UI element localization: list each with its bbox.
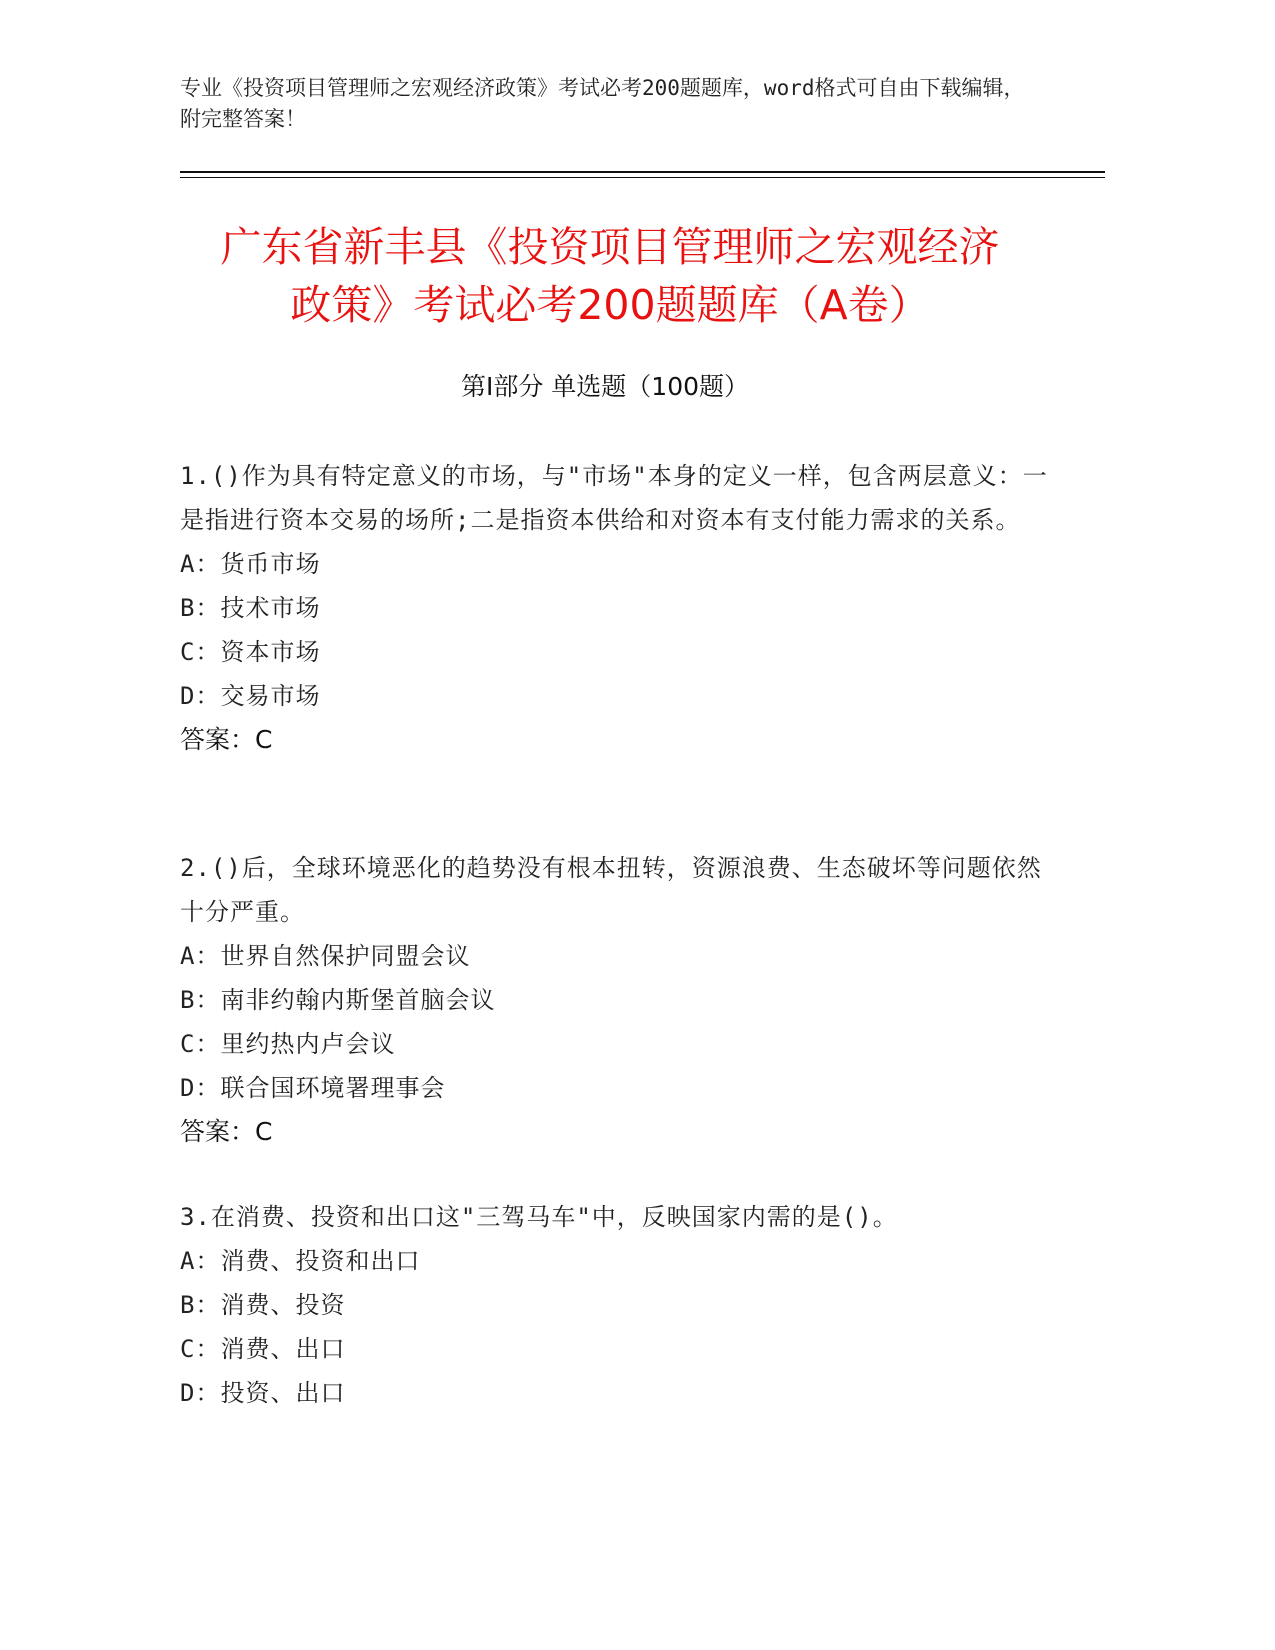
option-b: B：技术市场 [180,594,321,622]
header-divider-thin [180,177,1105,178]
option-a: A：货币市场 [180,550,321,578]
question-1 [180,454,1060,762]
option-c: C：资本市场 [180,638,321,666]
question-3 [180,1195,1060,1415]
option-d: D：联合国环境署理事会 [180,1074,446,1102]
question-stem: 3.在消费、投资和出口这"三驾马车"中，反映国家内需的是()。 [180,1203,898,1231]
option-a: A：世界自然保护同盟会议 [180,942,471,970]
option-d: D：投资、出口 [180,1379,346,1407]
answer-line: 答案：C [180,1117,273,1146]
option-c: C：消费、出口 [180,1335,346,1363]
question-stem: 1.()作为具有特定意义的市场，与"市场"本身的定义一样，包含两层意义：一是指进行资本交易的场所;二是指资本供给和对资本有支付能力需求的关系。 [180,462,1048,534]
option-b: B：消费、投资 [180,1291,346,1319]
option-c: C：里约热内卢会议 [180,1030,396,1058]
question-2 [180,846,1060,1154]
question-stem: 2.()后，全球环境恶化的趋势没有根本扭转，资源浪费、生态破坏等问题依然十分严重。 [180,854,1042,926]
option-d: D：交易市场 [180,682,321,710]
document-title [160,218,1060,334]
document-title-line-2: 政策》考试必考200题题库（A卷） [290,281,930,329]
section-title: 第Ⅰ部分 单选题（100题） [460,372,750,401]
option-a: A：消费、投资和出口 [180,1247,421,1275]
document-title-line-1: 广东省新丰县《投资项目管理师之宏观经济 [220,223,1000,271]
answer-line: 答案：C [180,725,273,754]
header-note: 专业《投资项目管理师之宏观经济政策》考试必考200题题库，word格式可自由下载编辑，附完整答案！ [180,76,1025,131]
header-divider-thick [180,171,1105,173]
option-b: B：南非约翰内斯堡首脑会议 [180,986,496,1014]
